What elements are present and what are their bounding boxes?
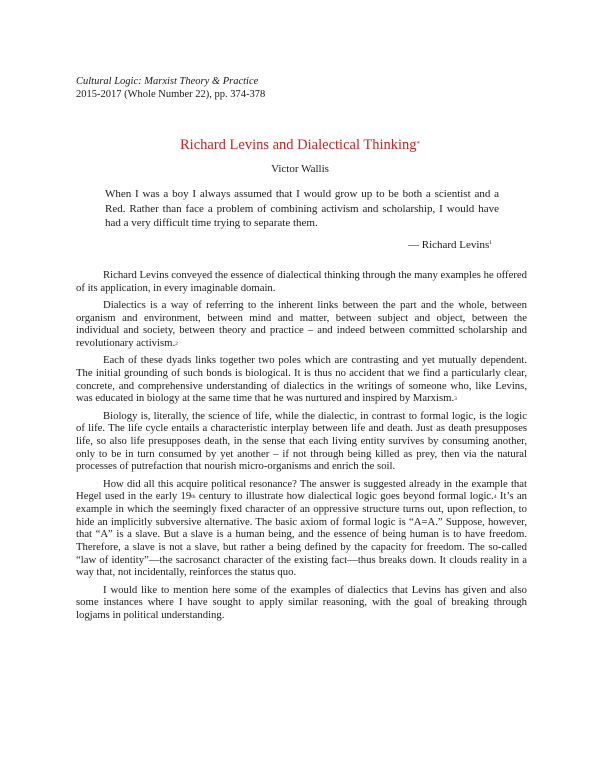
article-body [76,269,527,626]
footnote-marker-4[interactable]: 4 [493,494,497,501]
paragraph-5-part-3: It’s an example in which the seemingly fixed character of an oppressive structure turns out, upon reflection, to hide an implicitly subversive alternative. The basic axiom of formal logic is “A=A.” Suppose, however, that “A” is a slave. But a slave is a human being, and the essence of being human is to have freedom. Therefore, a slave is not a slave, but rather a being defined by the capacity for freedom. The so-called “law of identity”—the sacrosanct character of the existing fact—thus breaks down. It clouds reality in a way that, not incidentally, reinforces the status quo. [76,490,528,579]
epigraph-attribution [408,239,492,251]
footnote-marker-2[interactable]: 2 [175,341,178,348]
epigraph-attribution-text: — Richard Levins [407,239,490,251]
paragraph-5-part-1: How did all this acquire political resonance? The answer is suggested already in the example that Hegel used in the early 19 [76,477,527,503]
paragraph-5 [76,478,527,580]
paragraph-3 [76,354,527,405]
paragraph-6 [76,584,527,622]
journal-issue-info: 2015-2017 (Whole Number 22), pp. 374-378 [76,89,266,100]
author-name: Victor Wallis [271,163,329,175]
journal-header [76,75,265,101]
paragraph-3-text: Each of these dyads links together two poles which are contrasting and yet mutually dependent. The initial grounding of such bonds is biological. It is thus no accident that we find a particularly clear, concrete, and comprehensive understanding of dialectics in the writings of someone who, like Levins, was educated in biology at the same time that he was nurtured and inspired by Marxism. [76,354,527,405]
paragraph-5-part-2: century to illustrate how dialectical logic goes beyond formal logic. [195,490,494,503]
paragraph-2 [76,299,527,350]
article-title [0,136,600,154]
paragraph-1-text: Richard Levins conveyed the essence of dialectical thinking through the many examples he offered of its application, in every imaginable domain. [76,269,527,294]
paragraph-4 [76,410,527,474]
journal-name: Cultural Logic: Marxist Theory & Practice [76,76,259,87]
footnote-marker-3[interactable]: 3 [454,396,457,403]
paragraph-1 [76,269,527,294]
paragraph-6-text: I would like to mention here some of the examples of dialectics that Levins has given and also some instances where I have sought to apply similar reasoning, with the goal of breaking through logjams in political understanding. [76,583,527,622]
article-title-text: Richard Levins and Dialectical Thinking [180,137,417,153]
ordinal-superscript: th [191,494,196,501]
footnote-marker-1[interactable]: 1 [489,240,492,246]
title-footnote-marker[interactable]: * [416,140,420,148]
paragraph-2-text: Dialectics is a way of referring to the inherent links between the part and the whole, between organism and environment, between mind and matter, between subject and object, between the individual and society, between theory and practice – and indeed between committed scholarship and revolutionary activism. [76,298,527,350]
epigraph-quote: When I was a boy I always assumed that I would grow up to be both a scientist and a Red. Rather than face a problem of combining activism and scholarship, I would have had a very difficult time trying to separate them. [105,188,499,229]
paragraph-4-text: Biology is, literally, the science of life, while the dialectic, in contrast to formal logic, is the logic of life. The life cycle entails a characteristic interplay between life and death. Just as death presupposes life, so also life presupposes death, in the sense that each living entity survives by consuming another, only to be in turn consumed by yet another – if not through being killed as prey, then via the natural processes of putrefaction that nourish micro-organisms and enrich the soil. [76,409,527,473]
